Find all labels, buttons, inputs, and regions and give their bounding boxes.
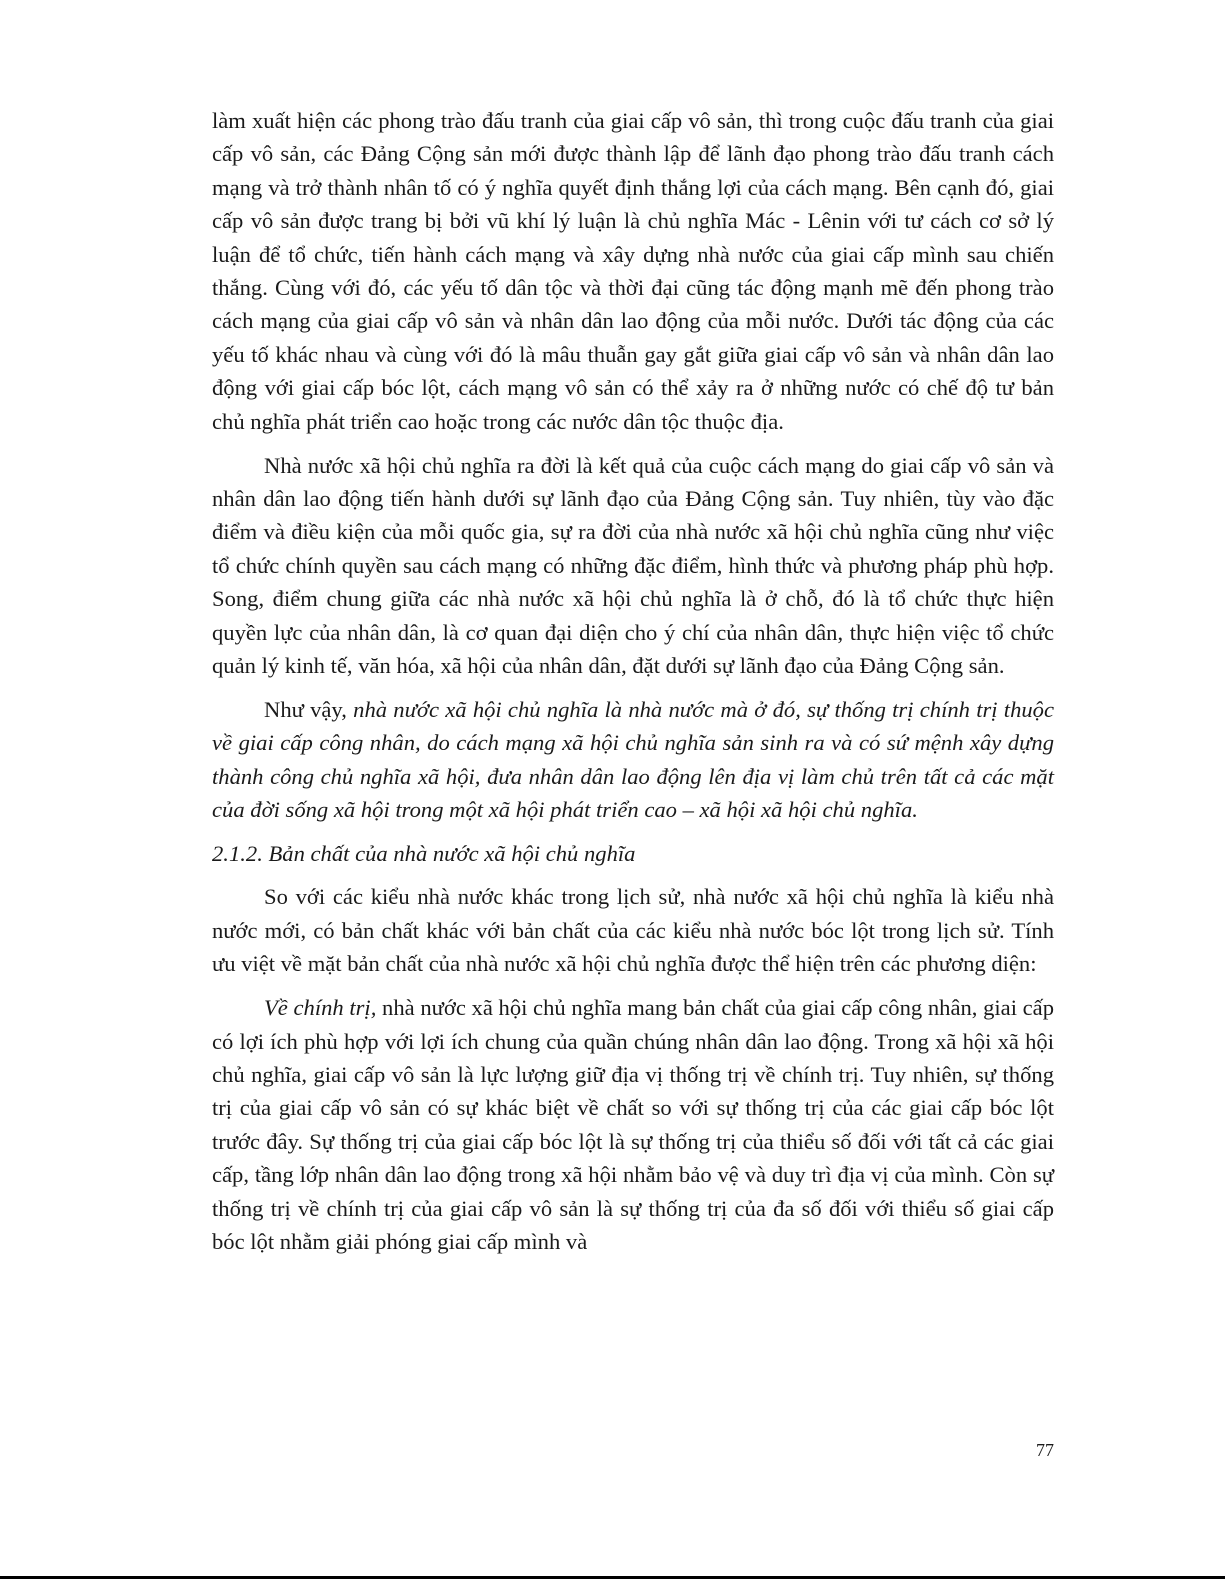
- paragraph-2: Nhà nước xã hội chủ nghĩa ra đời là kết quả của cuộc cách mạng do giai cấp vô sản và nhân dân lao động tiến hành dưới sự lãnh đạo của Đảng Cộng sản. Tuy nhiên, tùy vào đặc điểm và điều kiện của mỗi quốc gia, sự ra đời của nhà nước xã hội chủ nghĩa cũng như việc tổ chức chính quyền sau cách mạng có những đặc điểm, hình thức và phương pháp phù hợp. Song, điểm chung giữa các nhà nước xã hội chủ nghĩa là ở chỗ, đó là tổ chức thực hiện quyền lực của nhân dân, là cơ quan đại diện cho ý chí của nhân dân, thực hiện việc tổ chức quản lý kinh tế, văn hóa, xã hội của nhân dân, đặt dưới sự lãnh đạo của Đảng Cộng sản.: [212, 452, 1054, 678]
- paragraph-3-definition: [212, 693, 1054, 827]
- politics-lead: Về chính trị,: [264, 995, 377, 1021]
- page-number: 77: [1036, 1440, 1054, 1460]
- politics-text: nhà nước xã hội chủ nghĩa mang bản chất của giai cấp công nhân, giai cấp có lợi ích phù hợp với lợi ích chung của quần chúng nhân dân lao động. Trong xã hội xã hội chủ nghĩa, giai cấp vô sản là lực lượng giữ địa vị thống trị về chính trị. Tuy nhiên, sự thống trị của giai cấp vô sản có sự khác biệt về chất so với sự thống trị của các giai cấp bóc lột trước đây. Sự thống trị của giai cấp bóc lột là sự thống trị của thiểu số đối với tất cả các giai cấp, tầng lớp nhân dân lao động trong xã hội nhằm bảo vệ và duy trì địa vị của mình. Còn sự thống trị về chính trị của giai cấp vô sản là sự thống trị của đa số đối với thiểu số giai cấp bóc lột nhằm giải phóng giai cấp mình và: [212, 995, 1054, 1254]
- section-heading: 2.1.2. Bản chất của nhà nước xã hội chủ nghĩa: [212, 841, 636, 867]
- definition-italic: nhà nước xã hội chủ nghĩa là nhà nước mà ở đó, sự thống trị chính trị thuộc về giai cấp công nhân, do cách mạng xã hội chủ nghĩa sản sinh ra và có sứ mệnh xây dựng thành công chủ nghĩa xã hội, đưa nhân dân lao động lên địa vị làm chủ trên tất cả các mặt của đời sống xã hội trong một xã hội phát triển cao – xã hội xã hội chủ nghĩa.: [212, 696, 1054, 823]
- definition-lead: Như vậy,: [264, 696, 354, 722]
- paragraph-5-politics: [212, 991, 1054, 1258]
- bottom-edge-rule: [0, 1576, 1225, 1579]
- body-text: [212, 104, 1054, 1269]
- paragraph-4: So với các kiểu nhà nước khác trong lịch sử, nhà nước xã hội chủ nghĩa là kiểu nhà nước mới, có bản chất khác với bản chất của các kiểu nhà nước bóc lột trong lịch sử. Tính ưu việt về mặt bản chất của nhà nước xã hội chủ nghĩa được thể hiện trên các phương diện:: [212, 884, 1054, 977]
- paragraph-1: làm xuất hiện các phong trào đấu tranh của giai cấp vô sản, thì trong cuộc đấu tranh của giai cấp vô sản, các Đảng Cộng sản mới được thành lập để lãnh đạo phong trào đấu tranh cách mạng và trở thành nhân tố có ý nghĩa quyết định thắng lợi của cách mạng. Bên cạnh đó, giai cấp vô sản được trang bị bởi vũ khí lý luận là chủ nghĩa Mác - Lênin với tư cách cơ sở lý luận để tổ chức, tiến hành cách mạng và xây dựng nhà nước của giai cấp mình sau chiến thắng. Cùng với đó, các yếu tố dân tộc và thời đại cũng tác động mạnh mẽ đến phong trào cách mạng của giai cấp vô sản và nhân dân lao động của mỗi nước. Dưới tác động của các yếu tố khác nhau và cùng với đó là mâu thuẫn gay gắt giữa giai cấp vô sản và nhân dân lao động với giai cấp bóc lột, cách mạng vô sản có thể xảy ra ở những nước có chế độ tư bản chủ nghĩa phát triển cao hoặc trong các nước dân tộc thuộc địa.: [212, 108, 1054, 434]
